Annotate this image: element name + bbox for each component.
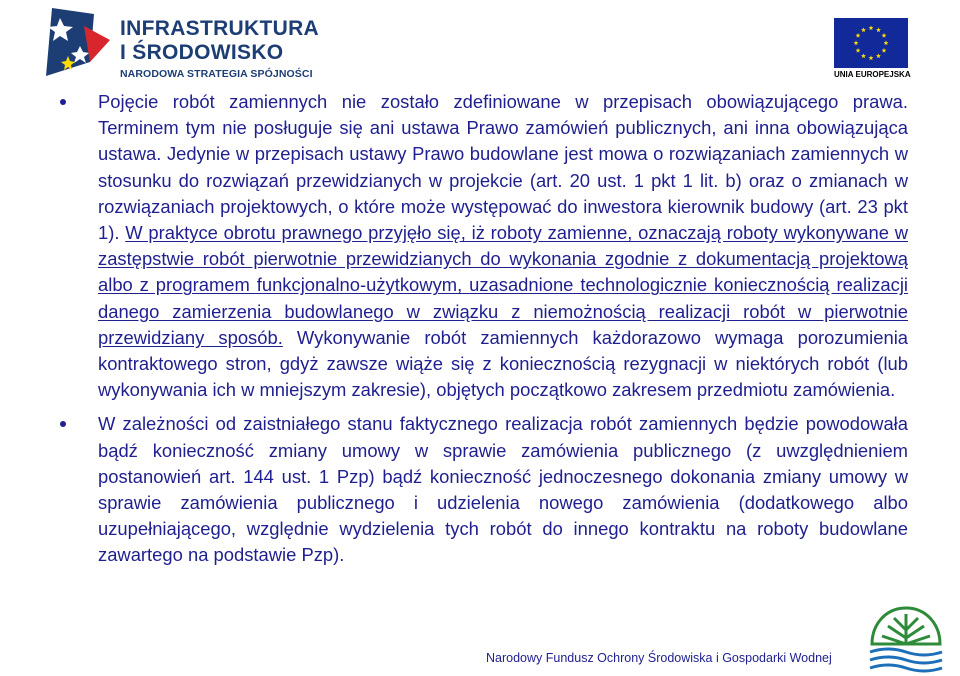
logo-title-line2: I ŚRODOWISKO [120,41,284,64]
paragraph-text: Wykonywanie robót zamiennych każdorazowo wymaga porozumienia kontraktowego stron, gdyż zawsze wiąże się z koniecznością rezygnacji w niektórych robót (lub wykonywania ich w mniejszym zakresie), objętych początkowo zakresem przedmiotu zamówienia. [98,326,909,401]
paragraph-underlined-text: W praktyce obrotu prawnego przyjęło się, iż roboty zamienne, oznaczają roboty wykonywane w zastępstwie robót pierwotnie przewidzianych do wykonania zgodnie z dokumentacją projektową albo z programem funkcjonalno-użytkowym, uzasadnione technologicznie koniecznością realizacji danego zamierzenia budowlanego w związku z niemożnością realizacji robót w pierwotnie przewidziany sposób. [98,222,908,348]
paragraph-text: Pojęcie robót zamiennych nie zostało zdefiniowane w przepisach obowiązującego prawa. Terminem tym nie posługuje się ani ustawa Prawo zamówień publicznych, ani inna obowiązująca ustawa. Jedynie w przepisach ustawy Prawo budowlane jest mowa o rozwiązaniach zamiennych w stosunku do rozwiązań przewidzianych w projekcie (art. 20 ust. 1 pkt 1 lit. b) oraz o zmianach w rozwiązaniach projektowych, o które może występować do inwestora kierownik budowy (art. 23 pkt 1). [98,91,908,244]
eu-star-icon [876,53,881,58]
eu-label: UNIA EUROPEJSKA [834,70,911,79]
infrastruktura-logo [44,4,374,84]
eu-star-icon [884,40,889,45]
bullet-item [58,89,908,403]
eu-star-icon [869,55,874,60]
eu-logo [834,18,911,80]
eu-star-icon [876,27,881,32]
bullet-dot-icon [60,99,66,105]
eu-star-icon [882,48,887,53]
logo-subtitle: NARODOWA STRATEGIA SPÓJNOŚCI [120,68,313,80]
bullet-paragraph [98,89,908,403]
eu-star-icon [854,40,859,45]
eu-star-icon [861,53,866,58]
eu-star-icon [882,33,887,38]
footer-text: Narodowy Fundusz Ochrony Środowiska i Gospodarki Wodnej [486,651,832,665]
eu-star-icon [856,48,861,53]
logo-title-line1: INFRASTRUKTURA [120,17,320,40]
eu-star-icon [861,27,866,32]
paragraph-text: W zależności od zaistniałego stanu faktycznego realizacja robót zamiennych będzie powodowała bądź konieczność zmiany umowy w sprawie zamówienia publicznego (z uwzględnieniem postanowień art. 144 ust. 1 Pzp) bądź konieczność jednoczesnego dokonania zmiany umowy w sprawie zamówienia publicznego i udzielenia nowego zamówienia (dodatkowego albo uzupełniającego, względnie wydzielenia tych robót do innego kontraktu na roboty budowlane zawartego na podstawie Pzp). [98,413,908,566]
main-content [58,89,908,569]
bullet-paragraph [98,411,908,568]
eu-star-icon [856,33,861,38]
eu-flag-icon [834,18,908,68]
cohesion-emblem-icon [44,4,114,84]
bullet-item [58,411,908,568]
bullet-dot-icon [60,421,66,427]
nfosigw-logo-icon [856,600,956,676]
eu-star-icon [869,25,874,30]
